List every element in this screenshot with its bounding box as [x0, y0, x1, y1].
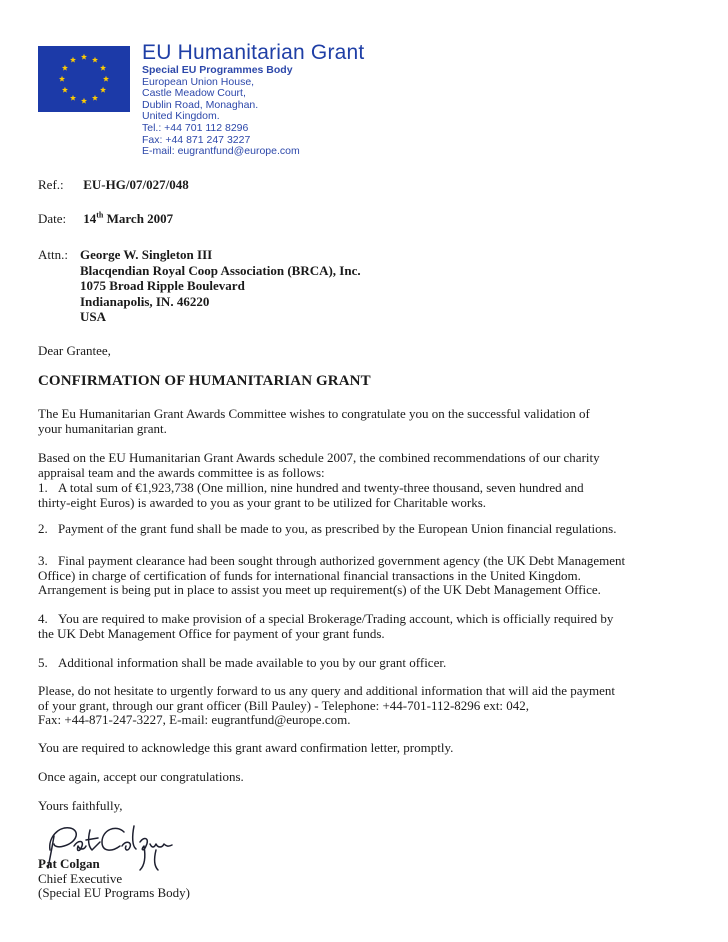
- list-item-1: [38, 481, 728, 510]
- date-day: 14: [83, 211, 97, 226]
- attention-label: Attn.:: [38, 247, 68, 262]
- eu-flag-logo: [38, 46, 130, 112]
- address-line: Dublin Road, Monaghan.: [142, 98, 259, 111]
- date-rest: March 2007: [103, 211, 174, 226]
- reference-value: EU-HG/07/027/048: [83, 177, 189, 192]
- list-item-5: [38, 656, 728, 671]
- text-line: appraisal team and the awards committee is as follows:: [38, 464, 325, 480]
- reference-line: [38, 177, 189, 192]
- list-number: 2.: [38, 521, 48, 536]
- text-line: Office) in charge of certification of funds for international financial transactions in the United Kingdom.: [38, 567, 581, 583]
- based-on-paragraph: [38, 451, 698, 480]
- recipient-city: Indianapolis, IN. 46220: [80, 293, 210, 309]
- list-number: 3.: [38, 553, 48, 568]
- signer-block: [38, 857, 190, 901]
- closing: Yours faithfully,: [38, 798, 123, 813]
- date-suffix: th: [96, 210, 104, 220]
- text-line: The Eu Humanitarian Grant Awards Committee wishes to congratulate you on the successful validation of: [38, 406, 590, 421]
- list-item-4: [38, 612, 728, 641]
- text-line: thirty-eight Euros) is awarded to you as your grant to be utilized for Charitable works.: [38, 494, 487, 510]
- list-number: 5.: [38, 655, 48, 670]
- text-line: You are required to make provision of a special Brokerage/Trading account, which is officially required by: [58, 611, 614, 626]
- signer-name: Pat Colgan: [38, 856, 100, 871]
- signer-organization: (Special EU Programs Body): [38, 885, 191, 901]
- recipient-country: USA: [80, 309, 107, 325]
- address-line: European Union House,: [142, 75, 255, 88]
- text-line: your humanitarian grant.: [38, 420, 167, 436]
- email: E-mail: eugrantfund@europe.com: [142, 145, 300, 158]
- intro-paragraph: [38, 407, 698, 436]
- telephone: Tel.: +44 701 112 8296: [142, 121, 249, 134]
- salutation: Dear Grantee,: [38, 343, 111, 358]
- reference-label: Ref.:: [38, 177, 64, 192]
- congratulations-paragraph: Once again, accept our congratulations.: [38, 769, 244, 784]
- recipient-organization: Blacqendian Royal Coop Association (BRCA), Inc.: [80, 262, 361, 278]
- recipient-name: George W. Singleton III: [80, 247, 213, 262]
- list-number: 1.: [38, 480, 48, 495]
- letter-heading: CONFIRMATION OF HUMANITARIAN GRANT: [38, 373, 371, 389]
- text-line: A total sum of €1,923,738 (One million, nine hundred and twenty-three thousand, seven hundred and: [58, 480, 584, 495]
- text-line: Fax: +44-871-247-3227, E-mail: eugrantfund@europe.com.: [38, 712, 351, 728]
- contact-paragraph: [38, 684, 718, 728]
- date-label: Date:: [38, 211, 67, 226]
- list-number: 4.: [38, 611, 48, 626]
- text-line: Additional information shall be made available to you by our grant officer.: [58, 655, 447, 670]
- text-line: Payment of the grant fund shall be made to you, as prescribed by the European Union financial regulations.: [58, 521, 617, 536]
- text-line: Arrangement is being put in place to assist you meet up requirement(s) of the UK Debt Management Office.: [38, 582, 601, 598]
- organization-subtitle: Special EU Programmes Body: [142, 64, 293, 76]
- text-line: Based on the EU Humanitarian Grant Awards schedule 2007, the combined recommendations of our charity: [38, 450, 600, 465]
- list-item-2: [38, 522, 728, 537]
- text-line: of your grant, through our grant officer (Bill Pauley) - Telephone: +44-701-112-8296 ext: 042,: [38, 697, 530, 713]
- recipient-address: [80, 247, 361, 325]
- text-line: Please, do not hesitate to urgently forward to us any query and additional information that will aid the payment: [38, 683, 616, 698]
- organization-title: EU Humanitarian Grant: [142, 41, 365, 64]
- letterhead: [142, 42, 364, 158]
- organization-details: [142, 65, 364, 158]
- fax: Fax: +44 871 247 3227: [142, 133, 251, 146]
- address-line: Castle Meadow Court,: [142, 87, 246, 100]
- text-line: the UK Debt Management Office for payment of your grant funds.: [38, 625, 385, 641]
- signer-title: Chief Executive: [38, 870, 123, 886]
- recipient-street: 1075 Broad Ripple Boulevard: [80, 278, 245, 294]
- date-value: [83, 211, 173, 226]
- acknowledge-paragraph: You are required to acknowledge this grant award confirmation letter, promptly.: [38, 740, 454, 755]
- address-line: United Kingdom.: [142, 110, 220, 123]
- text-line: Final payment clearance had been sought through authorized government agency (the UK Debt Management: [58, 553, 626, 568]
- date-line: [38, 211, 173, 226]
- list-item-3: [38, 554, 728, 598]
